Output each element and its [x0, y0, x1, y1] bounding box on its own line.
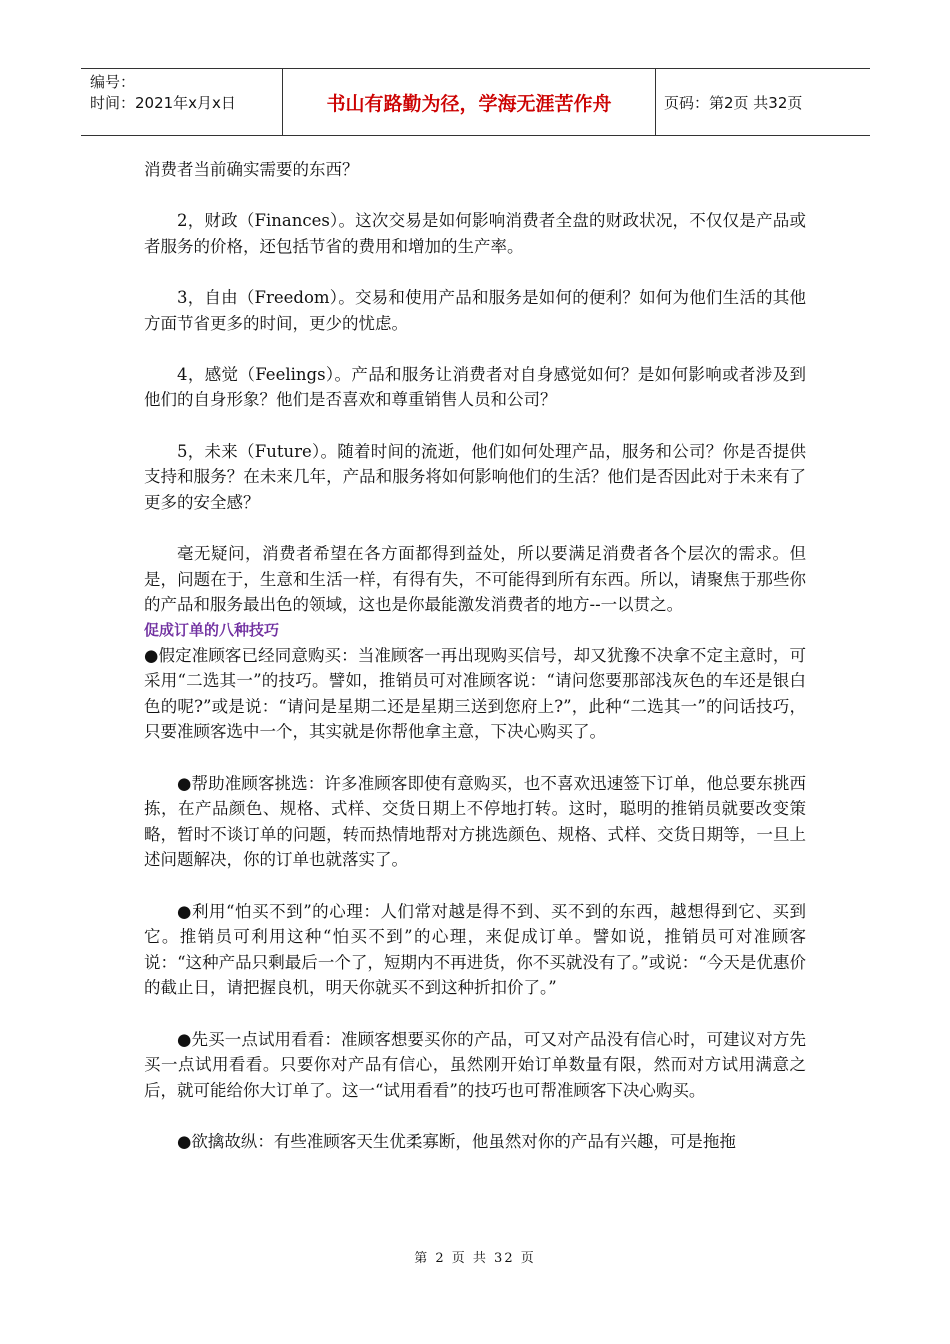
paragraph-freedom: 3，自由（Freedom）。交易和使用产品和服务是如何的便利？如何为他们生活的其他方面节省更多的时间，更少的忧虑。	[144, 287, 806, 333]
document-date-label: 时间：2021年x月x日	[90, 94, 236, 112]
paragraph-future: 5，未来（Future）。随着时间的流逝，他们如何处理产品，服务和公司？你是否提供支持和服务？在未来几年，产品和服务将如何影响他们的生活？他们是否因此对于未来有了更多的安全感？	[144, 441, 806, 512]
paragraph-conclusion: 毫无疑问，消费者希望在各方面都得到益处，所以要满足消费者各个层次的需求。但是，问题在于，生意和生活一样，有得有失，不可能得到所有东西。所以，请聚焦于那些你的产品和服务最出色的领域，这也是你最能激发消费者的地方--一以贯之。	[144, 543, 806, 615]
document-number-label: 编号：	[90, 73, 136, 91]
section-title: 促成订单的八种技巧	[144, 620, 280, 639]
technique-scarcity: ●利用“怕买不到”的心理：人们常对越是得不到、买不到的东西，越想得到它、买到它。推销员可利用这种“怕买不到”的心理，来促成订单。譬如说，推销员可对准顾客说：“这种产品只剩最后一个了，短期内不再进货，你不买就没有了。”或说：“今天是优惠价的截止日，请把握良机，明天你就买不到这种折扣价了。”	[144, 901, 806, 998]
technique-assume-agreement: ●假定准顾客已经同意购买：当准顾客一再出现购买信号，却又犹豫不决拿不定主意时，可采用“二选其一”的技巧。譬如，推销员可对准顾客说：“请问您要那部浅灰色的车还是银白色的呢?”或是说：“请问是星期二还是星期三送到您府上?”，此种“二选其一”的问话技巧，只要准顾客选中一个，其实就是你帮他拿主意，下决心购买了。	[144, 645, 806, 742]
technique-reverse-psychology: ●欲擒故纵：有些准顾客天生优柔寡断，他虽然对你的产品有兴趣，可是拖拖	[177, 1131, 736, 1151]
page-footer: 第 2 页 共 32 页	[414, 1251, 536, 1266]
paragraph-finances: 2，财政（Finances）。这次交易是如何影响消费者全盘的财政状况，不仅仅是产品或者服务的价格，还包括节省的费用和增加的生产率。	[144, 211, 806, 256]
technique-trial: ●先买一点试用看看：准顾客想要买你的产品，可又对产品没有信心时，可建议对方先买一点试用看看。只要你对产品有信心，虽然刚开始订单数量有限，然而对方试用满意之后，就可能给你大订单了。这一“试用看看”的技巧也可帮准顾客下决心购买。	[144, 1029, 806, 1100]
technique-help-choose: ●帮助准顾客挑选：许多准顾客即使有意购买，也不喜欢迅速签下订单，他总要东挑西拣，在产品颜色、规格、式样、交货日期上不停地打转。这时，聪明的推销员就要改变策略，暂时不谈订单的问题，转而热情地帮对方挑选颜色、规格、式样、交货日期等，一旦上述问题解决，你的订单也就落实了。	[144, 773, 806, 870]
paragraph-feelings: 4，感觉（Feelings）。产品和服务让消费者对自身感觉如何？是如何影响或者涉及到他们的自身形象？他们是否喜欢和尊重销售人员和公司？	[144, 364, 806, 410]
paragraph-continuation: 消费者当前确实需要的东西？	[144, 160, 359, 179]
document-body	[144, 157, 806, 1155]
header-meta	[81, 69, 282, 135]
page-header	[81, 68, 870, 136]
header-motto: 书山有路勤为径，学海无涯苦作舟	[282, 69, 656, 135]
header-page-info: 页码：第2页 共32页	[664, 93, 803, 112]
